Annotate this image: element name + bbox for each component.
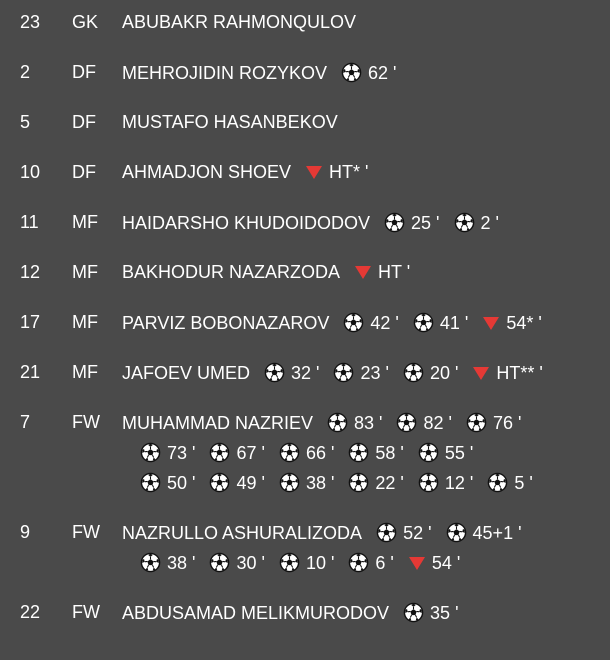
player-number: 22 xyxy=(20,602,41,622)
player-position: GK xyxy=(72,12,99,32)
soccer-ball-icon xyxy=(403,362,424,383)
player-info-line xyxy=(122,162,382,182)
goal-event xyxy=(454,212,499,233)
player-name: NAZRULLO ASHURALIZODA xyxy=(122,522,363,543)
soccer-ball-icon xyxy=(343,312,364,333)
player-info-line xyxy=(122,362,557,383)
soccer-ball-icon xyxy=(454,212,475,233)
player-position: FW xyxy=(72,602,100,622)
player-number: 23 xyxy=(20,12,41,32)
player-name: HAIDARSHO KHUDOIDODOV xyxy=(122,212,371,233)
soccer-ball-icon xyxy=(348,552,369,573)
substitution-off-icon xyxy=(408,554,426,572)
goal-event xyxy=(279,442,334,463)
soccer-ball-icon xyxy=(384,212,405,233)
event-time: 38 ' xyxy=(167,552,196,573)
soccer-ball-icon xyxy=(279,442,300,463)
event-time: 5 ' xyxy=(514,472,533,493)
goal-event xyxy=(487,472,532,493)
goal-event xyxy=(209,472,264,493)
player-number: 12 xyxy=(20,262,41,282)
player-info-line xyxy=(122,112,352,132)
soccer-ball-icon xyxy=(413,312,434,333)
goal-event xyxy=(140,552,195,573)
goal-event xyxy=(348,442,403,463)
event-time: HT ' xyxy=(378,262,411,282)
player-number: 5 xyxy=(20,112,31,132)
event-time: 38 ' xyxy=(305,472,335,493)
event-time: 41 ' xyxy=(439,312,469,333)
soccer-ball-icon xyxy=(209,442,230,463)
goal-event xyxy=(396,412,451,433)
event-time: 49 ' xyxy=(236,472,265,493)
goal-event xyxy=(446,522,522,543)
substitution-event xyxy=(354,262,410,282)
event-time: 35 ' xyxy=(430,602,459,623)
event-time: 32 ' xyxy=(291,362,320,383)
event-time: 10 ' xyxy=(305,552,335,573)
events-line xyxy=(140,552,474,573)
soccer-ball-icon xyxy=(140,472,161,493)
soccer-ball-icon xyxy=(327,412,348,433)
soccer-ball-icon xyxy=(376,522,397,543)
soccer-ball-icon xyxy=(264,362,285,383)
player-info-line xyxy=(122,62,410,83)
player-position: DF xyxy=(72,112,96,132)
goal-event xyxy=(403,602,458,623)
event-time: 22 ' xyxy=(375,472,404,493)
goal-event xyxy=(140,442,195,463)
goal-event xyxy=(418,442,473,463)
player-position: MF xyxy=(72,212,98,232)
goal-event xyxy=(384,212,439,233)
event-time: 82 ' xyxy=(423,412,452,433)
player-position: FW xyxy=(72,522,100,542)
player-info-line xyxy=(122,262,424,282)
soccer-ball-icon xyxy=(403,602,424,623)
goal-event xyxy=(279,472,334,493)
soccer-ball-icon xyxy=(466,412,487,433)
soccer-ball-icon xyxy=(418,442,439,463)
event-time: 58 ' xyxy=(375,442,404,463)
player-position: FW xyxy=(72,412,100,432)
goal-event xyxy=(333,362,388,383)
event-time: HT* ' xyxy=(329,162,369,182)
event-time: 67 ' xyxy=(236,442,265,463)
player-info-line xyxy=(122,212,513,233)
player-position: MF xyxy=(72,312,98,332)
event-time: 25 ' xyxy=(411,212,440,233)
soccer-ball-icon xyxy=(140,442,161,463)
player-number: 17 xyxy=(20,312,41,332)
goal-event xyxy=(327,412,382,433)
goal-event xyxy=(343,312,398,333)
event-time: 73 ' xyxy=(167,442,196,463)
event-time: 50 ' xyxy=(167,472,196,493)
event-time: 54* ' xyxy=(506,312,542,333)
soccer-ball-icon xyxy=(209,552,230,573)
substitution-off-icon xyxy=(472,364,490,382)
player-name: MUHAMMAD NAZRIEV xyxy=(122,412,314,433)
player-name: BAKHODUR NAZARZODA xyxy=(122,262,341,282)
player-info-line xyxy=(122,312,556,333)
event-time: 23 ' xyxy=(360,362,389,383)
soccer-ball-icon xyxy=(396,412,417,433)
goal-event xyxy=(348,552,393,573)
event-time: 45+1 ' xyxy=(472,522,522,543)
substitution-event xyxy=(408,553,460,573)
player-name: AHMADJON SHOEV xyxy=(122,162,292,182)
substitution-event xyxy=(472,363,542,383)
player-number: 21 xyxy=(20,362,41,382)
events-line xyxy=(140,472,547,493)
soccer-ball-icon xyxy=(279,552,300,573)
substitution-off-icon xyxy=(354,263,372,281)
player-info-line xyxy=(122,602,473,623)
player-name: ABDUSAMAD MELIKMURODOV xyxy=(122,602,390,623)
goal-event xyxy=(418,472,473,493)
event-time: 20 ' xyxy=(429,362,459,383)
substitution-off-icon xyxy=(482,314,500,332)
goal-event xyxy=(466,412,521,433)
soccer-ball-icon xyxy=(140,552,161,573)
player-position: DF xyxy=(72,62,96,82)
event-time: 76 ' xyxy=(492,412,522,433)
soccer-ball-icon xyxy=(279,472,300,493)
player-name: MEHROJIDIN ROZYKOV xyxy=(122,62,328,83)
player-number: 10 xyxy=(20,162,41,182)
goal-event xyxy=(376,522,431,543)
goal-event xyxy=(264,362,319,383)
goal-event xyxy=(279,552,334,573)
soccer-ball-icon xyxy=(487,472,508,493)
player-name: JAFOEV UMED xyxy=(122,362,251,383)
event-time: 6 ' xyxy=(375,552,394,573)
soccer-ball-icon xyxy=(333,362,354,383)
player-position: MF xyxy=(72,262,98,282)
player-info-line xyxy=(122,12,370,32)
player-number: 2 xyxy=(20,62,31,82)
player-info-line xyxy=(122,522,536,543)
goal-event xyxy=(348,472,403,493)
player-position: MF xyxy=(72,362,98,382)
goal-event xyxy=(140,472,195,493)
player-name: ABUBAKR RAHMONQULOV xyxy=(122,12,357,32)
goal-event xyxy=(403,362,458,383)
event-time: 52 ' xyxy=(403,522,432,543)
event-time: 83 ' xyxy=(354,412,383,433)
player-number: 9 xyxy=(20,522,31,542)
player-position: DF xyxy=(72,162,96,182)
event-time: 42 ' xyxy=(370,312,399,333)
goal-event xyxy=(341,62,396,83)
player-number: 7 xyxy=(20,412,31,432)
substitution-event xyxy=(482,313,541,333)
event-time: 55 ' xyxy=(444,442,474,463)
substitution-event xyxy=(305,162,368,182)
player-number: 11 xyxy=(20,212,39,232)
player-name: MUSTAFO HASANBEKOV xyxy=(122,112,338,132)
events-line xyxy=(140,442,487,463)
event-time: 54 ' xyxy=(431,552,461,573)
goal-event xyxy=(209,552,264,573)
player-name: PARVIZ BOBONAZAROV xyxy=(122,312,330,333)
goal-event xyxy=(209,442,264,463)
event-time: 2 ' xyxy=(480,212,499,233)
event-time: HT** ' xyxy=(496,362,543,383)
event-time: 62 ' xyxy=(368,62,397,83)
soccer-ball-icon xyxy=(348,472,369,493)
event-time: 30 ' xyxy=(236,552,265,573)
event-time: 12 ' xyxy=(444,472,474,493)
goal-event xyxy=(413,312,468,333)
soccer-ball-icon xyxy=(341,62,362,83)
player-info-line xyxy=(122,412,535,433)
substitution-off-icon xyxy=(305,163,323,181)
soccer-ball-icon xyxy=(209,472,230,493)
event-time: 66 ' xyxy=(305,442,335,463)
soccer-ball-icon xyxy=(446,522,467,543)
soccer-ball-icon xyxy=(348,442,369,463)
soccer-ball-icon xyxy=(418,472,439,493)
